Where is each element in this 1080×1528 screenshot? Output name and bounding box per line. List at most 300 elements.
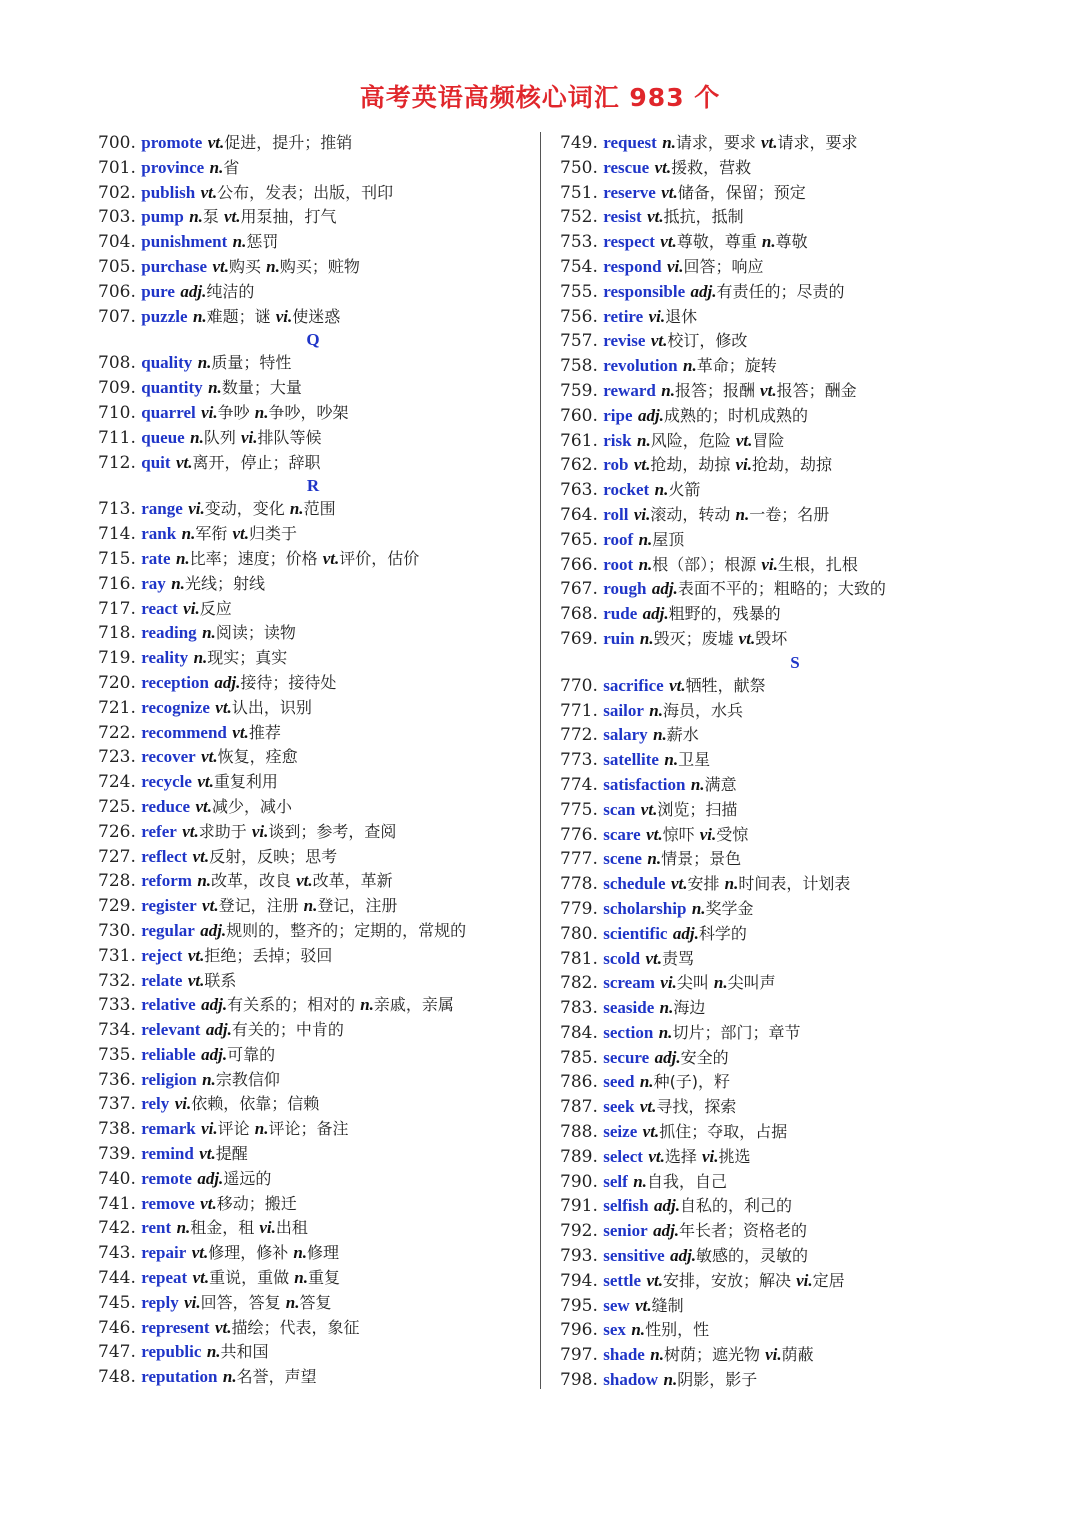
vocab-entry bbox=[560, 996, 1030, 1021]
part-of-speech: vt. bbox=[640, 799, 658, 819]
part-of-speech: n. bbox=[197, 353, 212, 373]
entry-number: 732. bbox=[98, 970, 136, 991]
entry-word: sex bbox=[603, 1320, 626, 1340]
entry-number: 734. bbox=[98, 1020, 136, 1041]
entry-word: rent bbox=[141, 1218, 172, 1238]
entry-number: 729. bbox=[98, 896, 136, 917]
vocab-entry bbox=[98, 1291, 528, 1316]
entry-meaning: 尖叫声 bbox=[727, 973, 776, 993]
part-of-speech: n. bbox=[639, 1072, 654, 1092]
entry-meaning: 购买 bbox=[229, 256, 267, 276]
vocab-entry bbox=[560, 305, 1030, 330]
entry-meaning: 难题；谜 bbox=[206, 306, 276, 326]
part-of-speech: vt. bbox=[633, 455, 651, 475]
part-of-speech: n. bbox=[662, 133, 676, 152]
vocab-entry bbox=[98, 1092, 528, 1117]
entry-number: 777. bbox=[560, 849, 598, 870]
entry-word: reflect bbox=[141, 846, 188, 866]
part-of-speech: n. bbox=[208, 378, 222, 398]
entry-meaning: 定居 bbox=[812, 1270, 845, 1290]
entry-word: reliable bbox=[141, 1044, 196, 1064]
entry-meaning: 安排 bbox=[687, 874, 725, 894]
vocab-entry bbox=[98, 280, 528, 305]
entry-meaning: 援救，营救 bbox=[671, 157, 752, 177]
vocab-entry bbox=[98, 993, 528, 1018]
vocab-entry bbox=[560, 699, 1030, 724]
part-of-speech: n. bbox=[650, 1345, 664, 1365]
part-of-speech: adj. bbox=[672, 923, 699, 943]
entry-meaning: 寻找，探索 bbox=[656, 1097, 737, 1117]
entry-word: rude bbox=[603, 604, 638, 624]
part-of-speech: n. bbox=[303, 896, 318, 916]
part-of-speech: n. bbox=[209, 157, 224, 177]
part-of-speech: vt. bbox=[232, 722, 249, 742]
entry-meaning: 滚动，转动 bbox=[650, 504, 736, 524]
entry-meaning: 修理 bbox=[307, 1243, 340, 1263]
part-of-speech: n. bbox=[285, 1292, 300, 1312]
entry-number: 792. bbox=[560, 1221, 598, 1242]
vocab-entry bbox=[98, 894, 528, 919]
vocab-entry bbox=[560, 453, 1030, 478]
part-of-speech: n. bbox=[637, 430, 651, 450]
vocab-entry bbox=[560, 429, 1030, 454]
entry-meaning: 安排，安放；解决 bbox=[662, 1270, 797, 1290]
part-of-speech: n. bbox=[289, 499, 304, 519]
part-of-speech: vt. bbox=[187, 945, 205, 965]
part-of-speech: vt. bbox=[191, 1243, 209, 1263]
entry-meaning: 登记，注册 bbox=[317, 896, 398, 916]
entry-word: seaside bbox=[603, 998, 655, 1018]
entry-meaning: 队列 bbox=[203, 427, 241, 447]
entry-number: 752. bbox=[560, 207, 598, 228]
entry-number: 733. bbox=[98, 995, 136, 1016]
part-of-speech: n. bbox=[690, 774, 705, 794]
vocab-entry bbox=[98, 351, 528, 376]
vocab-entry bbox=[98, 597, 528, 622]
entry-meaning: 根（部）；根源 bbox=[652, 554, 762, 574]
entry-number: 723. bbox=[98, 747, 136, 768]
entry-meaning: 有关系的；相对的 bbox=[227, 995, 361, 1015]
vocab-entry bbox=[560, 205, 1030, 230]
entry-word: rank bbox=[141, 524, 177, 544]
section-letter: S bbox=[790, 652, 800, 672]
entry-number: 754. bbox=[560, 256, 598, 277]
entry-number: 712. bbox=[98, 452, 136, 473]
page-title: 高考英语高频核心词汇 983 个 bbox=[359, 83, 721, 112]
part-of-speech: vt. bbox=[654, 157, 672, 177]
entry-meaning: 海边 bbox=[673, 998, 706, 1018]
entry-meaning: 用泵抽，打气 bbox=[240, 207, 337, 227]
vocab-entry bbox=[98, 1043, 528, 1068]
part-of-speech: vt. bbox=[646, 824, 663, 844]
part-of-speech: n. bbox=[663, 1370, 678, 1390]
part-of-speech: adj. bbox=[200, 920, 227, 940]
entry-number: 789. bbox=[560, 1146, 598, 1167]
part-of-speech: n. bbox=[266, 256, 280, 276]
entry-meaning: 切片；部门；章节 bbox=[672, 1022, 801, 1042]
entry-meaning: 时间表，计划表 bbox=[738, 874, 851, 894]
entry-number: 779. bbox=[560, 898, 598, 919]
entry-meaning: 报答；酬金 bbox=[776, 380, 857, 400]
entry-word: seek bbox=[603, 1097, 635, 1117]
entry-number: 794. bbox=[560, 1270, 598, 1291]
entry-number: 727. bbox=[98, 846, 136, 867]
entry-number: 721. bbox=[98, 697, 136, 718]
entry-meaning: 军衔 bbox=[195, 524, 233, 544]
entry-meaning: 评论；备注 bbox=[268, 1119, 349, 1139]
entry-meaning: 回答，答复 bbox=[200, 1292, 286, 1312]
entry-word: risk bbox=[603, 430, 632, 450]
part-of-speech: n. bbox=[293, 1243, 308, 1263]
entry-number: 703. bbox=[98, 207, 136, 228]
entry-number: 767. bbox=[560, 579, 598, 600]
part-of-speech: vi. bbox=[633, 504, 651, 524]
part-of-speech: n. bbox=[360, 995, 374, 1015]
entry-meaning: 求助于 bbox=[198, 821, 252, 841]
entry-number: 776. bbox=[560, 824, 598, 845]
entry-word: relative bbox=[141, 995, 196, 1015]
part-of-speech: vt. bbox=[200, 182, 218, 202]
vocab-entry bbox=[560, 1343, 1030, 1368]
vocab-entry bbox=[560, 528, 1030, 553]
entry-meaning: 争吵，吵架 bbox=[268, 402, 349, 422]
entry-meaning: 归类于 bbox=[248, 524, 297, 544]
vocab-column-left bbox=[98, 131, 528, 1390]
vocab-entry bbox=[98, 131, 528, 156]
entry-number: 739. bbox=[98, 1144, 136, 1165]
entry-number: 749. bbox=[560, 133, 598, 153]
entry-word: seed bbox=[603, 1072, 635, 1092]
entry-meaning: 退休 bbox=[665, 306, 698, 326]
entry-meaning: 重复利用 bbox=[213, 772, 278, 792]
entry-meaning: 敏感的，灵敏的 bbox=[696, 1246, 809, 1266]
entry-word: scientific bbox=[603, 923, 668, 943]
entry-meaning: 比率；速度；价格 bbox=[189, 548, 323, 568]
part-of-speech: vi. bbox=[761, 554, 778, 574]
vocab-entry bbox=[98, 305, 528, 330]
entry-meaning: 光线；射线 bbox=[184, 573, 265, 593]
entry-word: secure bbox=[603, 1047, 650, 1067]
entry-number: 740. bbox=[98, 1168, 136, 1189]
entry-word: satellite bbox=[603, 750, 659, 770]
part-of-speech: vt. bbox=[642, 1122, 660, 1142]
part-of-speech: adj. bbox=[180, 281, 207, 301]
vocab-column-right bbox=[560, 131, 1030, 1393]
part-of-speech: vt. bbox=[187, 970, 205, 990]
entry-meaning: 宗教信仰 bbox=[215, 1069, 280, 1089]
entry-meaning: 修理，修补 bbox=[208, 1243, 294, 1263]
entry-number: 780. bbox=[560, 923, 598, 944]
vocab-entry bbox=[98, 1068, 528, 1093]
part-of-speech: n. bbox=[202, 623, 216, 643]
entry-meaning: 回答；响应 bbox=[683, 256, 764, 276]
part-of-speech: vt. bbox=[296, 871, 313, 891]
part-of-speech: vt. bbox=[639, 1097, 657, 1117]
entry-word: schedule bbox=[603, 874, 666, 894]
entry-meaning: 海员，水兵 bbox=[663, 700, 744, 720]
entry-number: 790. bbox=[560, 1171, 598, 1192]
entry-meaning: 粗野的，残暴的 bbox=[668, 604, 781, 624]
section-letter: Q bbox=[306, 330, 320, 350]
entry-meaning: 阅读；读物 bbox=[215, 623, 296, 643]
entry-number: 722. bbox=[98, 722, 136, 743]
part-of-speech: vt. bbox=[648, 1146, 665, 1166]
entry-meaning: 自私的，利己的 bbox=[680, 1196, 793, 1216]
part-of-speech: adj. bbox=[205, 1020, 232, 1040]
entry-meaning: 惊吓 bbox=[662, 824, 700, 844]
entry-word: respect bbox=[603, 232, 655, 252]
part-of-speech: n. bbox=[175, 548, 190, 568]
entry-word: revise bbox=[603, 331, 646, 351]
part-of-speech: n. bbox=[639, 628, 654, 648]
vocab-entry bbox=[560, 181, 1030, 206]
entry-word: queue bbox=[141, 427, 185, 447]
vocab-entry bbox=[98, 820, 528, 845]
part-of-speech: n. bbox=[638, 529, 653, 549]
entry-number: 766. bbox=[560, 554, 598, 575]
entry-meaning: 责骂 bbox=[662, 948, 695, 968]
entry-meaning: 范围 bbox=[303, 499, 336, 519]
entry-word: recover bbox=[141, 747, 196, 767]
vocab-entry bbox=[560, 379, 1030, 404]
entry-word: remote bbox=[141, 1168, 192, 1188]
part-of-speech: n. bbox=[649, 700, 663, 720]
part-of-speech: vt. bbox=[661, 182, 678, 202]
entry-meaning: 名誉，声望 bbox=[236, 1367, 317, 1387]
entry-number: 741. bbox=[98, 1193, 136, 1214]
part-of-speech: adj. bbox=[653, 1221, 680, 1241]
entry-number: 709. bbox=[98, 378, 136, 399]
vocab-entry bbox=[560, 329, 1030, 354]
vocab-entry bbox=[98, 845, 528, 870]
entry-word: reserve bbox=[603, 182, 656, 202]
entry-meaning: 使迷惑 bbox=[292, 306, 341, 326]
vocab-entry bbox=[560, 602, 1030, 627]
entry-number: 763. bbox=[560, 480, 598, 501]
entry-meaning: 数量；大量 bbox=[221, 378, 302, 398]
entry-word: publish bbox=[141, 182, 196, 202]
entry-word: self bbox=[603, 1171, 628, 1191]
entry-word: scare bbox=[603, 824, 641, 844]
entry-meaning: 尊敬，尊重 bbox=[676, 232, 762, 252]
part-of-speech: vi. bbox=[699, 824, 717, 844]
part-of-speech: vi. bbox=[188, 499, 205, 519]
part-of-speech: adj. bbox=[637, 405, 664, 425]
vocab-entry bbox=[98, 745, 528, 770]
vocab-entry bbox=[98, 770, 528, 795]
part-of-speech: adj. bbox=[670, 1246, 697, 1266]
part-of-speech: adj. bbox=[651, 579, 678, 599]
vocab-entry bbox=[98, 156, 528, 181]
entry-number: 798. bbox=[560, 1370, 598, 1391]
part-of-speech: n. bbox=[171, 573, 185, 593]
entry-word: regular bbox=[141, 920, 195, 940]
vocab-entry bbox=[560, 404, 1030, 429]
part-of-speech: n. bbox=[192, 306, 207, 326]
vocab-entry bbox=[560, 1244, 1030, 1269]
entry-meaning: 毁坏 bbox=[755, 628, 788, 648]
entry-meaning: 亲戚，亲属 bbox=[373, 995, 454, 1015]
part-of-speech: n. bbox=[654, 480, 669, 500]
entry-number: 775. bbox=[560, 799, 598, 820]
entry-number: 786. bbox=[560, 1072, 598, 1093]
entry-number: 702. bbox=[98, 182, 136, 203]
entry-meaning: 抓住；夺取，占据 bbox=[659, 1122, 788, 1142]
entry-meaning: 抵抗，抵制 bbox=[663, 207, 744, 227]
entry-meaning: 校订，修改 bbox=[667, 331, 748, 351]
entry-word: revolution bbox=[603, 356, 678, 376]
entry-meaning: 冒险 bbox=[752, 430, 785, 450]
entry-meaning: 一卷；名册 bbox=[749, 504, 830, 524]
entry-meaning: 惩罚 bbox=[246, 232, 279, 252]
entry-meaning: 重复 bbox=[307, 1268, 340, 1288]
part-of-speech: n. bbox=[190, 427, 204, 447]
entry-word: remark bbox=[141, 1119, 196, 1139]
entry-meaning: 排队等候 bbox=[257, 427, 322, 447]
entry-meaning: 选择 bbox=[664, 1146, 702, 1166]
part-of-speech: vt. bbox=[201, 747, 218, 767]
entry-meaning: 受惊 bbox=[716, 824, 749, 844]
vocab-entry bbox=[98, 1266, 528, 1291]
entry-word: pump bbox=[141, 207, 184, 227]
entry-meaning: 拒绝；丢掉；驳回 bbox=[204, 945, 333, 965]
vocab-entry bbox=[560, 230, 1030, 255]
column-divider bbox=[540, 132, 541, 1389]
vocab-entry bbox=[560, 1219, 1030, 1244]
part-of-speech: adj. bbox=[201, 1044, 228, 1064]
entry-number: 768. bbox=[560, 604, 598, 625]
entry-number: 781. bbox=[560, 948, 598, 969]
entry-meaning: 自我，自己 bbox=[646, 1171, 727, 1191]
entry-word: quality bbox=[141, 353, 193, 373]
entry-word: reading bbox=[141, 623, 197, 643]
entry-word: recommend bbox=[141, 722, 227, 742]
part-of-speech: n. bbox=[222, 1367, 237, 1387]
entry-word: register bbox=[141, 896, 197, 916]
part-of-speech: adj. bbox=[201, 995, 228, 1015]
part-of-speech: vt. bbox=[207, 133, 225, 152]
entry-meaning: 推荐 bbox=[248, 722, 281, 742]
entry-word: scene bbox=[603, 849, 642, 869]
entry-number: 742. bbox=[98, 1218, 136, 1239]
part-of-speech: vt. bbox=[200, 1193, 217, 1213]
entry-word: quit bbox=[141, 452, 171, 472]
entry-number: 700. bbox=[98, 133, 136, 153]
entry-number: 765. bbox=[560, 529, 598, 550]
vocab-entry bbox=[98, 426, 528, 451]
part-of-speech: vt. bbox=[199, 1144, 216, 1164]
vocab-entry bbox=[98, 255, 528, 280]
entry-word: roll bbox=[603, 504, 629, 524]
entry-word: shade bbox=[603, 1345, 645, 1365]
entry-number: 793. bbox=[560, 1246, 598, 1267]
entry-word: reject bbox=[141, 945, 183, 965]
entry-number: 713. bbox=[98, 499, 136, 520]
vocab-entry bbox=[98, 696, 528, 721]
entry-number: 760. bbox=[560, 405, 598, 426]
entry-word: recycle bbox=[141, 772, 192, 792]
entry-meaning: 牺牲，献祭 bbox=[685, 675, 766, 695]
entry-number: 726. bbox=[98, 821, 136, 842]
entry-word: remind bbox=[141, 1144, 194, 1164]
vocab-entry bbox=[98, 1117, 528, 1142]
entry-meaning: 尊敬 bbox=[775, 232, 808, 252]
entry-meaning: 火箭 bbox=[668, 480, 701, 500]
entry-meaning: 遥远的 bbox=[223, 1168, 272, 1188]
vocab-entry bbox=[560, 627, 1030, 652]
entry-meaning: 改革，改良 bbox=[211, 871, 297, 891]
entry-meaning: 评价，估价 bbox=[339, 548, 420, 568]
entry-number: 769. bbox=[560, 628, 598, 649]
entry-number: 782. bbox=[560, 973, 598, 994]
entry-number: 784. bbox=[560, 1022, 598, 1043]
entry-word: selfish bbox=[603, 1196, 649, 1216]
entry-meaning: 生根，扎根 bbox=[777, 554, 858, 574]
part-of-speech: vi. bbox=[201, 1119, 218, 1139]
entry-meaning: 离开，停止；辞职 bbox=[192, 452, 321, 472]
vocab-entry bbox=[98, 205, 528, 230]
entry-meaning: 储备，保留；预定 bbox=[677, 182, 806, 202]
entry-number: 711. bbox=[98, 427, 136, 448]
vocab-entry bbox=[560, 723, 1030, 748]
part-of-speech: n. bbox=[176, 1218, 191, 1238]
vocab-entry bbox=[560, 897, 1030, 922]
entry-meaning: 种(子)，籽 bbox=[653, 1072, 731, 1092]
entry-number: 759. bbox=[560, 380, 598, 401]
entry-word: reception bbox=[141, 672, 209, 692]
part-of-speech: n. bbox=[193, 648, 208, 668]
vocab-entry bbox=[560, 773, 1030, 798]
vocab-entry bbox=[560, 847, 1030, 872]
entry-meaning: 薪水 bbox=[666, 725, 699, 745]
vocab-entry bbox=[560, 971, 1030, 996]
entry-number: 708. bbox=[98, 353, 136, 374]
vocab-entry bbox=[98, 376, 528, 401]
part-of-speech: vt. bbox=[635, 1295, 652, 1315]
entry-word: reply bbox=[141, 1292, 179, 1312]
vocab-entry bbox=[560, 280, 1030, 305]
entry-word: seize bbox=[603, 1122, 638, 1142]
entry-meaning: 泵 bbox=[202, 207, 225, 227]
entry-meaning: 年长者；资格老的 bbox=[679, 1221, 808, 1241]
entry-meaning: 有关的；中肯的 bbox=[231, 1020, 344, 1040]
entry-number: 753. bbox=[560, 232, 598, 253]
part-of-speech: adj. bbox=[654, 1047, 681, 1067]
vocab-entry bbox=[560, 354, 1030, 379]
part-of-speech: n. bbox=[735, 504, 750, 524]
vocab-entry bbox=[560, 478, 1030, 503]
entry-meaning: 安全的 bbox=[680, 1047, 729, 1067]
vocab-entry bbox=[560, 823, 1030, 848]
entry-meaning: 革命；旋转 bbox=[696, 356, 777, 376]
vocab-entry bbox=[98, 969, 528, 994]
entry-word: puzzle bbox=[141, 306, 188, 326]
entry-number: 736. bbox=[98, 1069, 136, 1090]
entry-number: 718. bbox=[98, 623, 136, 644]
part-of-speech: n. bbox=[202, 1069, 216, 1089]
entry-meaning: 情景；景色 bbox=[661, 849, 742, 869]
entry-number: 719. bbox=[98, 648, 136, 669]
entry-word: rob bbox=[603, 455, 629, 475]
entry-meaning: 奖学金 bbox=[705, 898, 754, 918]
entry-meaning: 树荫；遮光物 bbox=[663, 1345, 766, 1365]
entry-number: 710. bbox=[98, 402, 136, 423]
part-of-speech: vi. bbox=[251, 821, 269, 841]
part-of-speech: vt. bbox=[671, 874, 688, 894]
entry-meaning: 反应 bbox=[199, 598, 232, 618]
entry-word: select bbox=[603, 1146, 643, 1166]
entry-number: 762. bbox=[560, 455, 598, 476]
